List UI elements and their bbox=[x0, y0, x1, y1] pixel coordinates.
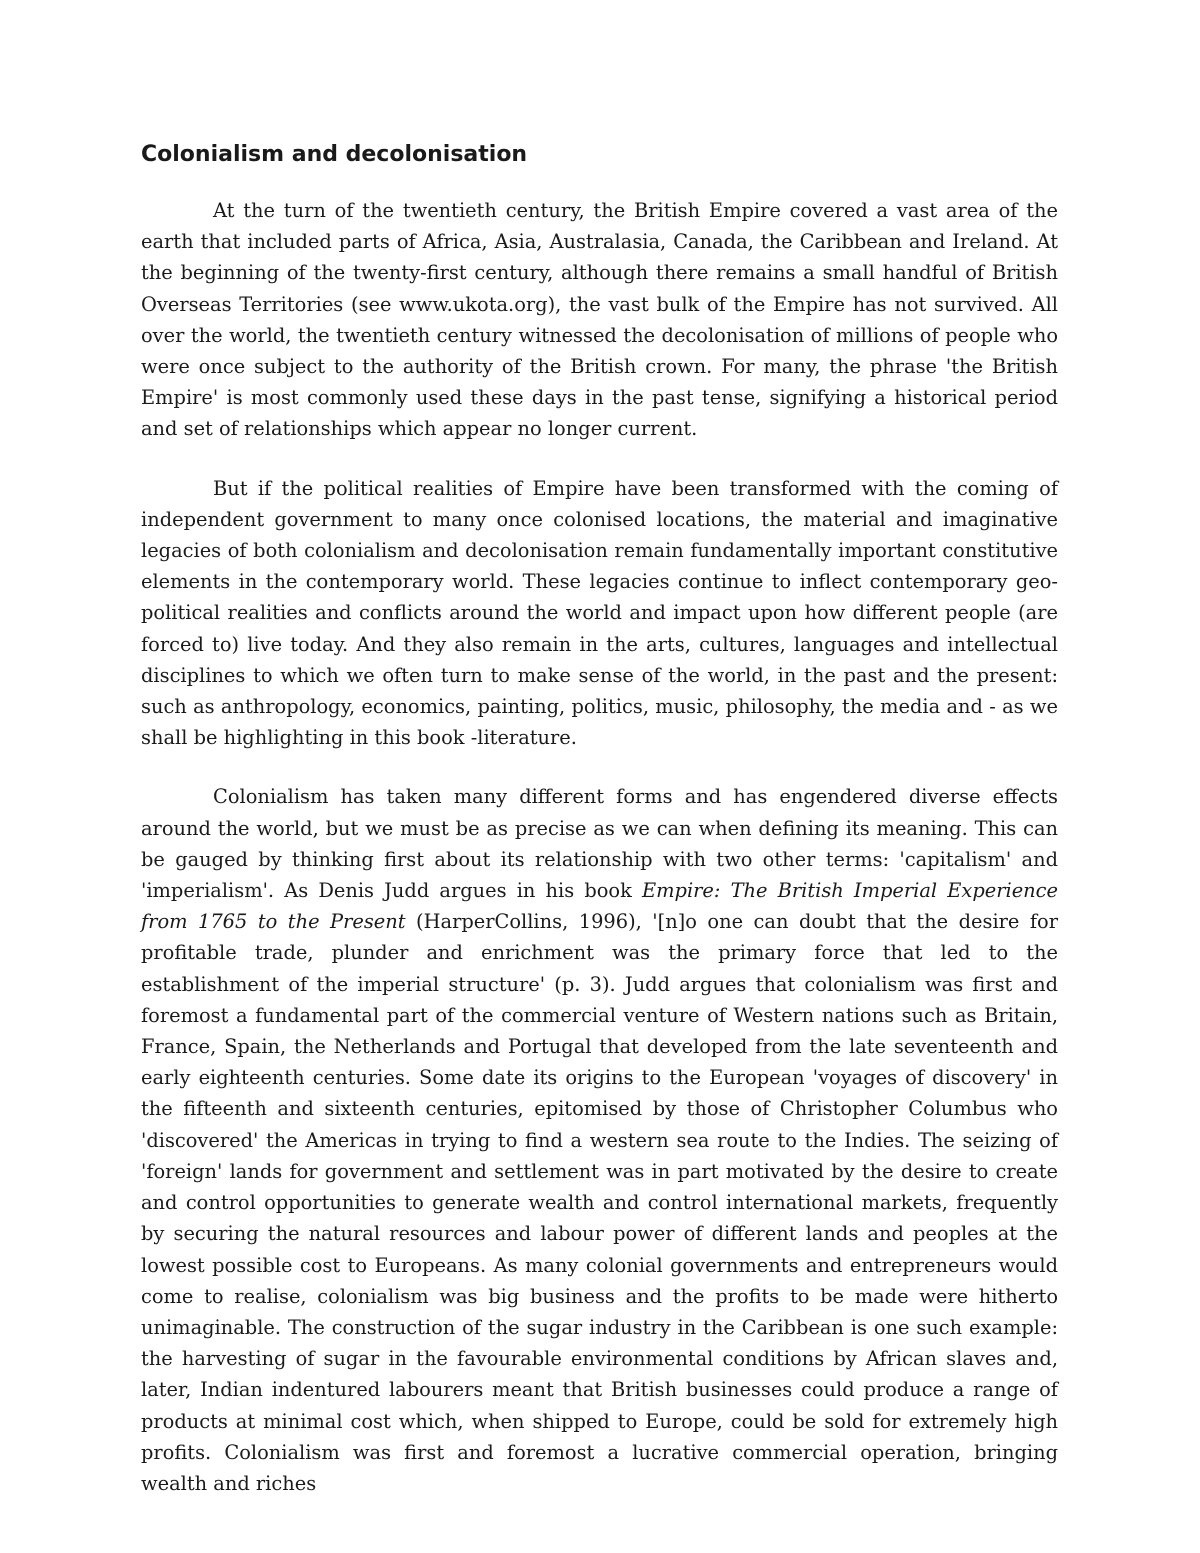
page-title: Colonialism and decolonisation bbox=[141, 142, 528, 167]
paragraph-3-intro: Colonialism has taken many different forms and has engendered diverse effects around the world, but we must be as precise as we can when defining its meaning. This can be gauged by thinking first about its relationship with two other terms: 'capitalism' and 'imperialism'. As Denis Judd argues in his book bbox=[141, 785, 1058, 903]
paragraph-3-continuation: (HarperCollins, 1996), '[n]o one can doubt that the desire for profitable trade, plunder and enrichment was the primary force that led to the establishment of the imperial structure' (p. 3). Judd argues that colonialism was first and foremost a fundamental part of the commercial venture of Western nations such as Britain, France, Spain, the Netherlands and Portugal that developed from the late seventeenth and early eighteenth centuries. Some date its origins to the European 'voyages of discovery' in the fifteenth and sixteenth centuries, epitomised by those of Christopher Columbus who 'discovered' the Americas in trying to find a western sea route to the Indies. The seizing of 'foreign' lands for government and settlement was in part motivated by the desire to create and control opportunities to generate wealth and control international markets, frequently by securing the natural resources and labour power of different lands and peoples at the lowest possible cost to Europeans. As many colonial governments and entrepreneurs would come to realise, colonialism was big business and the profits to be made were hitherto unimaginable. The construction of the sugar industry in the Caribbean is one such example: the harvesting of sugar in the favourable environmental conditions by African slaves and, later, Indian indentured labourers meant that British businesses could produce a range of products at minimal cost which, when shipped to Europe, could be sold for extremely high profits. Colonialism was first and foremost a lucrative commercial operation, bringing wealth and riches bbox=[141, 910, 1059, 1495]
paragraph-3 bbox=[141, 781, 1058, 1499]
paragraph-2: But if the political realities of Empire have been transformed with the coming of independent government to many once colonised locations, the material and imaginative legacies of both colonialism and decolonisation remain fundamentally important constitutive elements in the contemporary world. These legacies continue to inflect contemporary geo-political realities and conflicts around the world and impact upon how different people (are forced to) live today. And they also remain in the arts, cultures, languages and intellectual disciplines to which we often turn to make sense of the world, in the past and the present: such as anthropology, economics, painting, politics, music, philosophy, the media and - as we shall be highlighting in this book -literature. bbox=[141, 476, 1058, 750]
document-body bbox=[141, 195, 1058, 1527]
paragraph-1: At the turn of the twentieth century, the British Empire covered a vast area of the earth that included parts of Africa, Asia, Australasia, Canada, the Caribbean and Ireland. At the beginning of the twenty-first century, although there remains a small handful of British Overseas Territories (see www.ukota.org), the vast bulk of the Empire has not survived. All over the world, the twentieth century witnessed the decolonisation of millions of people who were once subject to the authority of the British crown. For many, the phrase 'the British Empire' is most commonly used these days in the past tense, signifying a historical period and set of relationships which appear no longer current. bbox=[141, 199, 1058, 441]
book-title: Empire: The British Imperial Experience from 1765 to the Present bbox=[141, 879, 1058, 934]
